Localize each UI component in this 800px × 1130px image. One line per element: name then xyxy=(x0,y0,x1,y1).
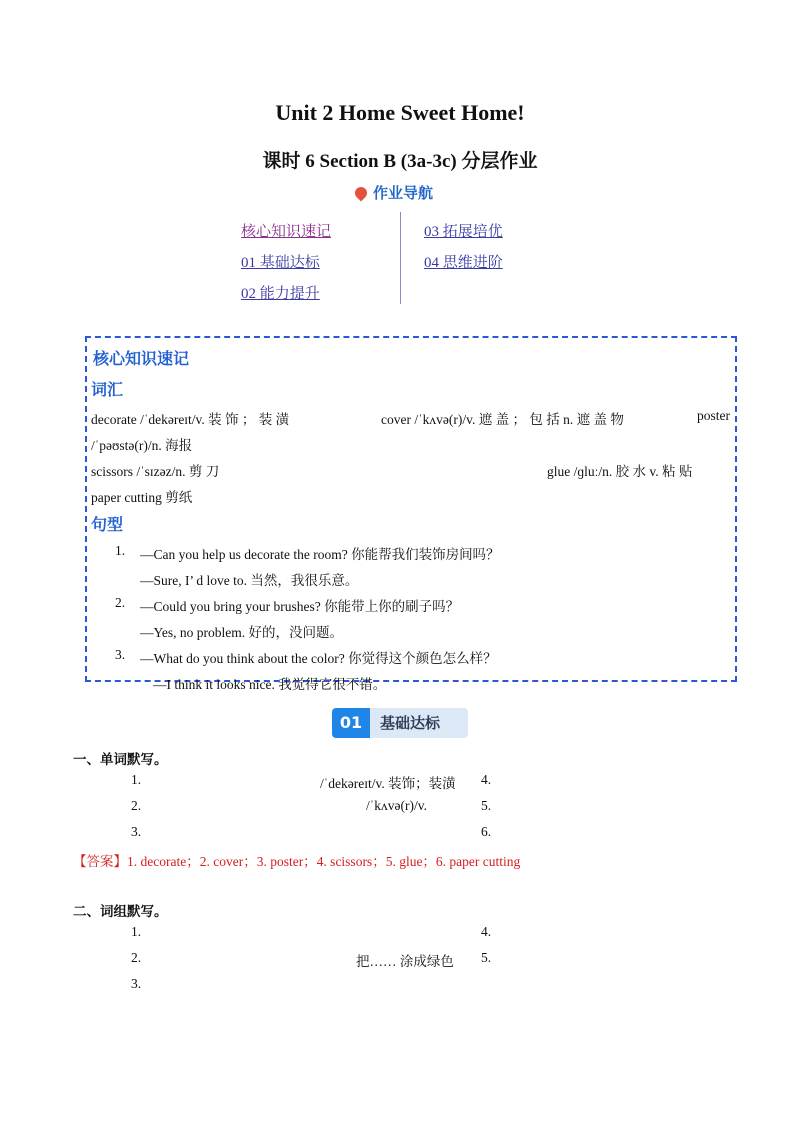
vocab-poster-def: /ˈpəʊstə(r)/n. 海报 xyxy=(91,438,193,453)
exercise1-heading: 一、单词默写。 xyxy=(73,752,168,767)
nav-heading xyxy=(355,182,433,203)
vocab-glue: glue /ɡluː/n. 胶 水 v. 粘 贴 xyxy=(547,464,693,479)
exercise-item-number: 2. xyxy=(131,798,142,813)
vocab-paper-cutting: paper cutting 剪纸 xyxy=(91,490,193,505)
exercise2-heading: 二、词组默写。 xyxy=(73,904,168,919)
exercise-item-number: 3. xyxy=(131,976,142,991)
core-knowledge-heading: 核心知识速记 xyxy=(93,349,190,368)
exercise-item-number: 5. xyxy=(481,798,492,813)
vocab-cover: cover /ˈkʌvə(r)/v. 遮 盖 ； 包 括 n. 遮 盖 物 xyxy=(381,412,624,427)
sentence-number: 3. xyxy=(115,647,126,662)
sentence-question: —Could you bring your brushes? 你能带上你的刷子吗？ xyxy=(140,599,460,614)
nav-divider xyxy=(400,212,401,304)
exercise-item-number: 4. xyxy=(481,924,492,939)
sentence-question: —What do you think about the color? 你觉得这个颜色怎么样？ xyxy=(140,651,497,666)
sentence-answer-clipped: —I think it looks nice. 我觉得它很不错。 xyxy=(153,677,387,692)
exercise1-answer: 【答案】1. decorate；2. cover；3. poster；4. scissors；5. glue；6. paper cutting xyxy=(73,854,521,869)
vocab-heading: 词汇 xyxy=(91,380,124,399)
sentence-answer: —Yes, no problem. 好的，没问题。 xyxy=(140,625,344,640)
exercise-item-number: 5. xyxy=(481,950,492,965)
lesson-subtitle: 课时 6 Section B (3a-3c) 分层作业 xyxy=(262,151,538,172)
page-title: Unit 2 Home Sweet Home! xyxy=(275,100,525,125)
section-number: 01 xyxy=(339,713,363,732)
exercise-item-number: 1. xyxy=(131,924,142,939)
section-label: 基础达标 xyxy=(380,714,441,732)
exercise-item-number: 4. xyxy=(481,772,492,787)
nav-heading-text: 作业导航 xyxy=(373,184,434,202)
core-knowledge-box xyxy=(85,336,737,692)
section-01-badge xyxy=(332,708,468,738)
nav-link-basic[interactable]: 01 基础达标 xyxy=(241,255,320,271)
vocab-poster: poster xyxy=(697,408,730,423)
exercise-item-number: 2. xyxy=(131,950,142,965)
sentence-answer: —Sure, I’ d love to. 当然，我很乐意。 xyxy=(140,573,359,588)
sentence-number: 1. xyxy=(115,543,126,558)
exercise-item-hint: 把…… 涂成绿色 xyxy=(356,954,454,969)
pattern-heading: 句型 xyxy=(91,515,124,534)
exercise-item-hint: /ˈkʌvə(r)/v. xyxy=(366,798,427,813)
location-pin-icon xyxy=(353,185,370,202)
exercise-item-number: 6. xyxy=(481,824,492,839)
vocab-scissors: scissors /ˈsɪzəz/n. 剪 刀 xyxy=(91,464,220,479)
nav-link-thinking[interactable]: 04 思维进阶 xyxy=(424,255,503,271)
exercise-item-hint: /ˈdekəreɪt/v. 装饰；装潢 xyxy=(320,776,456,791)
nav-link-ability[interactable]: 02 能力提升 xyxy=(241,286,320,302)
sentence-question: —Can you help us decorate the room? 你能帮我们装饰房间吗？ xyxy=(140,547,500,562)
sentence-number: 2. xyxy=(115,595,126,610)
exercise-item-number: 3. xyxy=(131,824,142,839)
exercise-item-number: 1. xyxy=(131,772,142,787)
vocab-decorate: decorate /ˈdekəreɪt/v. 装 饰 ； 装 潢 xyxy=(91,412,290,427)
nav-link-extension[interactable]: 03 拓展培优 xyxy=(424,224,503,240)
nav-link-core-knowledge[interactable]: 核心知识速记 xyxy=(241,224,332,240)
